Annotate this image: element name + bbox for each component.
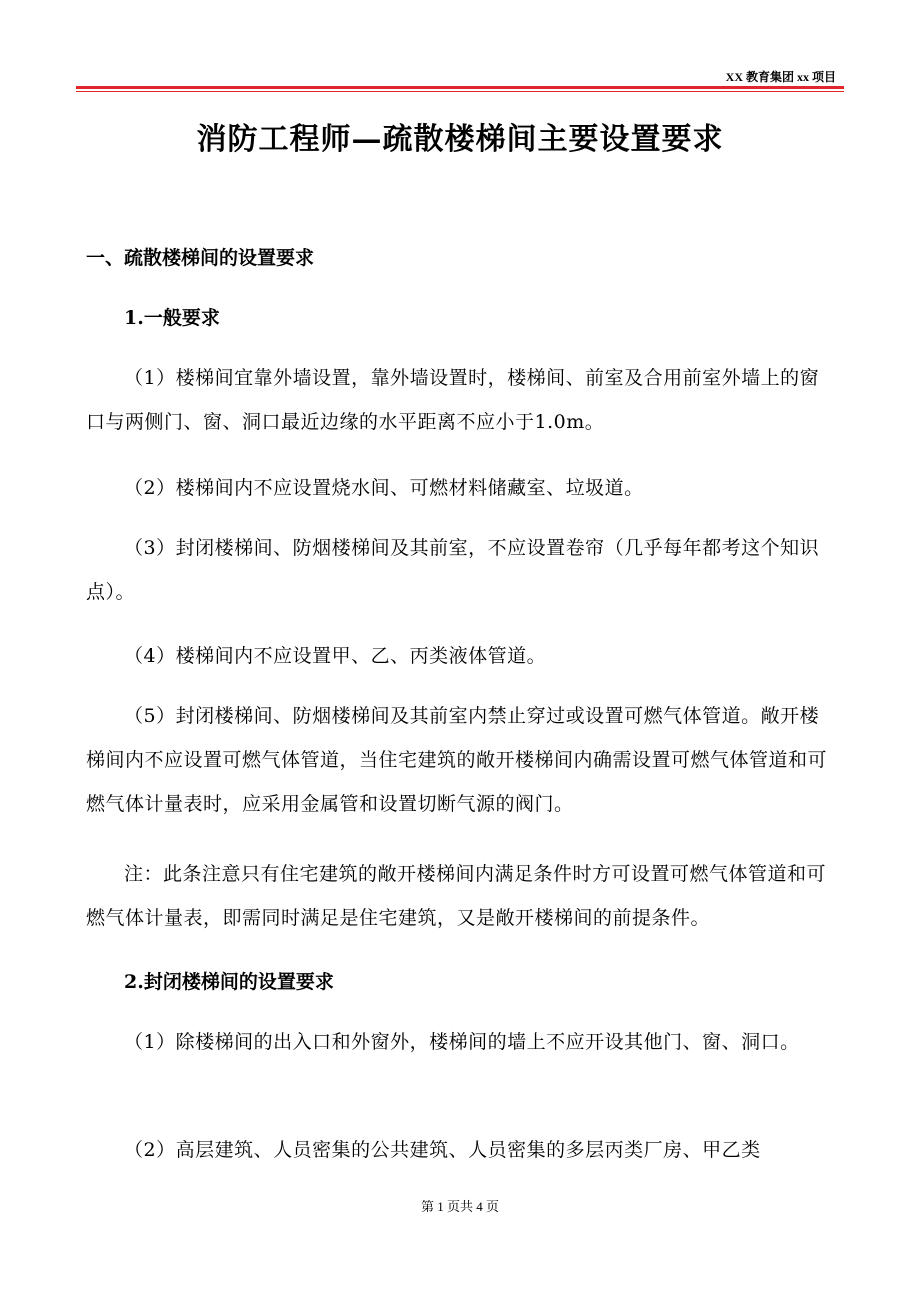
paragraph-6: （1）除楼梯间的出入口和外窗外，楼梯间的墙上不应开设其他门、窗、洞口。	[124, 1031, 800, 1053]
paragraph-7: （2）高层建筑、人员密集的公共建筑、人员密集的多层丙类厂房、甲乙类	[124, 1139, 761, 1161]
paragraph-3: （3）封闭楼梯间、防烟楼梯间及其前室，不应设置卷帘（几乎每年都考这个知识点）。	[86, 537, 820, 603]
subsection-heading-1: 1.一般要求	[124, 307, 220, 329]
paragraph-1: （1）楼梯间宜靠外墙设置，靠外墙设置时，楼梯间、前室及合用前室外墙上的窗口与两侧门、窗、洞口最近边缘的水平距离不应小于1.0m。	[86, 367, 820, 433]
header-org-text: XX 教育集团 xx 项目	[725, 70, 836, 84]
page-footer: 第 1 页共 4 页	[420, 1199, 499, 1214]
header-rule-thick	[76, 86, 844, 89]
header-rule-thin	[76, 91, 844, 92]
paragraph-5: （5）封闭楼梯间、防烟楼梯间及其前室内禁止穿过或设置可燃气体管道。敞开楼梯间内不应设置可燃气体管道，当住宅建筑的敞开楼梯间内确需设置可燃气体管道和可燃气体计量表时，应采用金属管和设置切断气源的阀门。	[86, 705, 828, 815]
paragraph-2: （2）楼梯间内不应设置烧水间、可燃材料储藏室、垃圾道。	[124, 477, 644, 499]
subsection-heading-2: 2.封闭楼梯间的设置要求	[124, 971, 334, 993]
section-heading-1: 一、疏散楼梯间的设置要求	[86, 247, 315, 269]
note-paragraph: 注：此条注意只有住宅建筑的敞开楼梯间内满足条件时方可设置可燃气体管道和可燃气体计量表，即需同时满足是住宅建筑，又是敞开楼梯间的前提条件。	[86, 863, 827, 929]
document-title: 消防工程师—疏散楼梯间主要设置要求	[196, 122, 724, 157]
paragraph-4: （4）楼梯间内不应设置甲、乙、丙类液体管道。	[124, 645, 547, 667]
